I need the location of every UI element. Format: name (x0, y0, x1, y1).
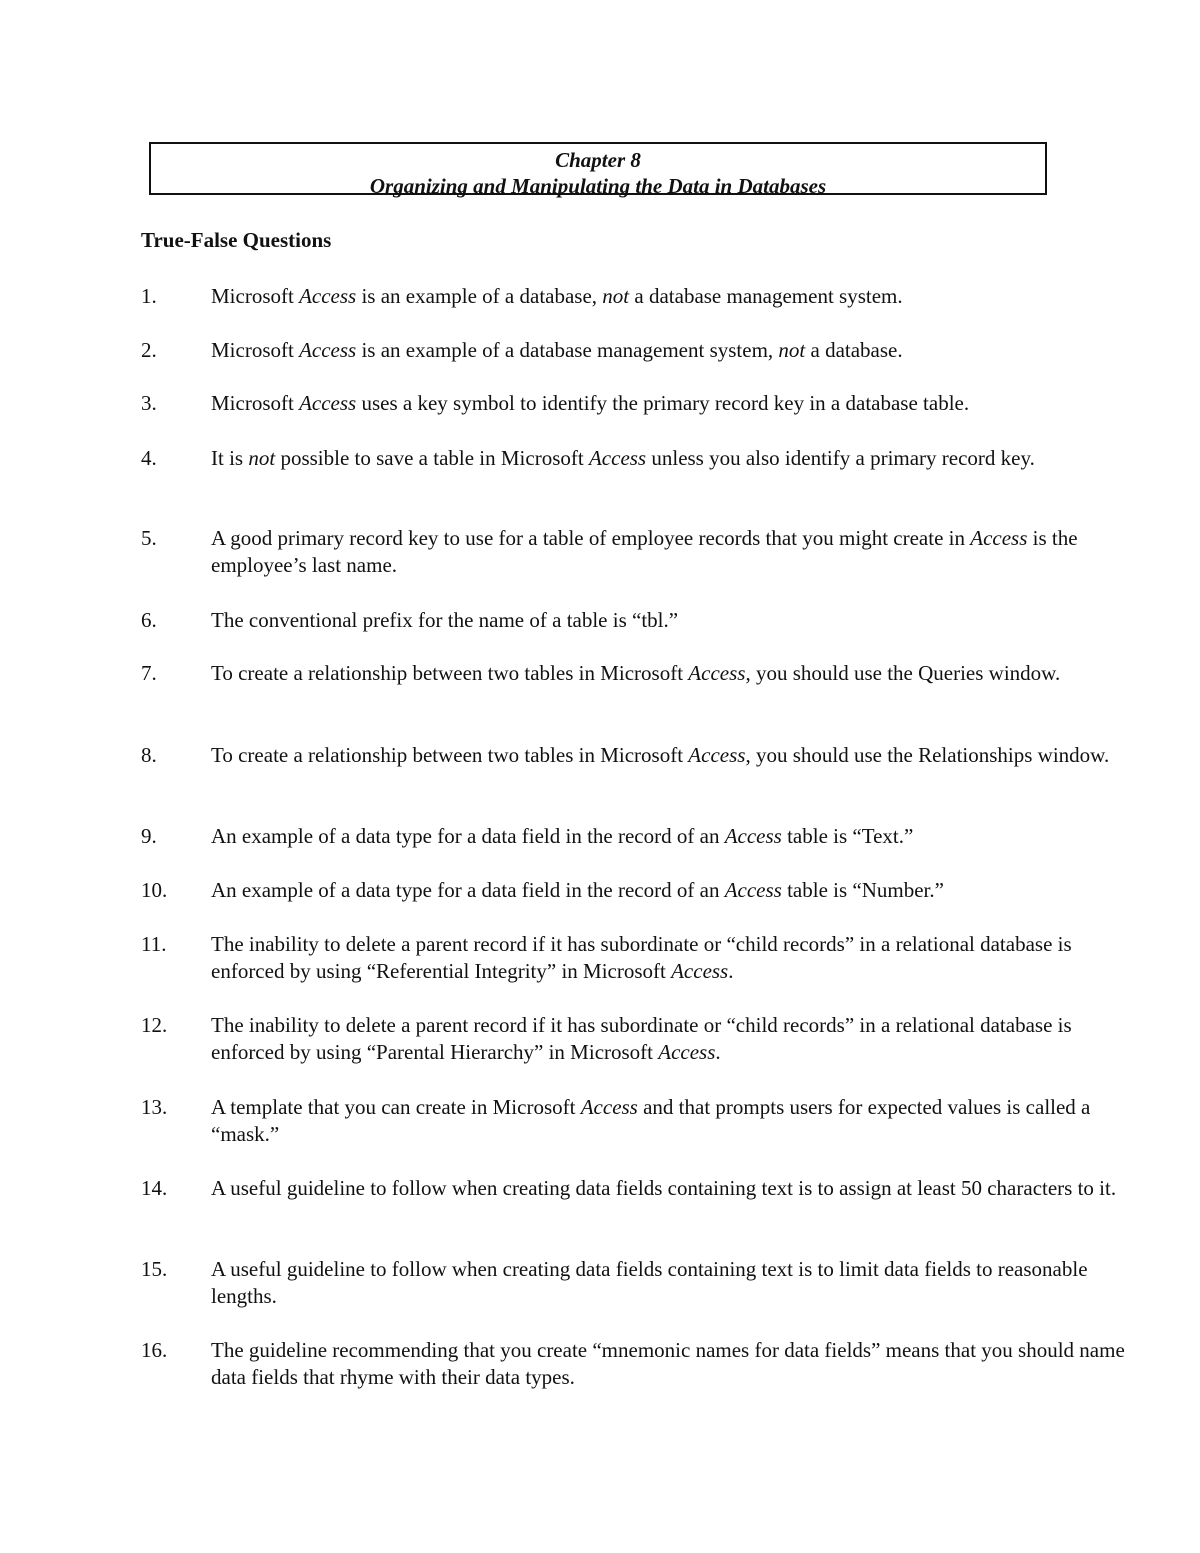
question-number: 8. (141, 743, 157, 767)
text-run: Microsoft (211, 284, 300, 308)
question-number: 12. (141, 1013, 168, 1037)
text-run: To create a relationship between two tables in Microsoft (211, 661, 689, 685)
question-number: 11. (141, 932, 167, 956)
chapter-title-box (149, 142, 1047, 198)
text-run: , you should use the Queries window. (745, 661, 1061, 685)
text-run: table is “Text.” (781, 824, 914, 848)
italic-term: not (248, 446, 276, 470)
question-text (211, 1175, 1141, 1202)
italic-term: Access (688, 661, 746, 685)
text-run: and that prompts users for expected values is called a “mask.” (211, 1095, 1091, 1146)
italic-term: Access (970, 526, 1028, 550)
question-number: 5. (141, 526, 157, 550)
text-run: is an example of a database, (356, 284, 603, 308)
question-number: 4. (141, 446, 157, 470)
question-text (211, 525, 1141, 579)
italic-term: Access (580, 1095, 638, 1119)
text-run: Microsoft (211, 391, 300, 415)
text-run: . (728, 959, 734, 983)
text-run: is an example of a database management system, (356, 338, 779, 362)
text-run: A useful guideline to follow when creating data fields containing text is to assign at least 50 characters to it. (211, 1176, 1117, 1200)
text-run: The guideline recommending that you create “mnemonic names for data fields” means that you should name data fields that rhyme with their data types. (211, 1338, 1125, 1389)
chapter-number: Chapter 8 (555, 148, 641, 172)
question-number: 6. (141, 608, 157, 632)
question-text (211, 823, 1141, 850)
text-run: A good primary record key to use for a table of employee records that you might create in (211, 526, 971, 550)
question-text (211, 660, 1141, 687)
text-run: A useful guideline to follow when creating data fields containing text is to limit data fields to reasonable lengths. (211, 1257, 1088, 1308)
text-run: The inability to delete a parent record if it has subordinate or “child records” in a relational database is enforced by using “Referential Integrity” in Microsoft (211, 932, 1072, 983)
text-run: The inability to delete a parent record if it has subordinate or “child records” in a relational database is enforced by using “Parental Hierarchy” in Microsoft (211, 1013, 1072, 1064)
italic-term: Access (688, 743, 746, 767)
question-number: 1. (141, 284, 157, 308)
text-run: To create a relationship between two tables in Microsoft (211, 743, 689, 767)
question-text (211, 1256, 1141, 1310)
text-run: A template that you can create in Microsoft (211, 1095, 581, 1119)
chapter-title: Organizing and Manipulating the Data in Databases (369, 174, 827, 198)
text-run: is the employee’s last name. (211, 526, 1078, 577)
question-number: 7. (141, 661, 157, 685)
text-run: a database management system. (629, 284, 903, 308)
italic-term: Access (588, 446, 647, 470)
question-number: 16. (141, 1338, 168, 1362)
text-run: , you should use the Relationships window. (745, 743, 1110, 767)
italic-term: not (778, 338, 806, 362)
question-number: 3. (141, 391, 157, 415)
question-number: 10. (141, 878, 168, 902)
question-text (211, 1012, 1141, 1066)
question-text (211, 283, 1141, 310)
italic-term: Access (299, 338, 357, 362)
text-run: a database. (805, 338, 903, 362)
italic-term: Access (299, 284, 357, 308)
text-run: An example of a data type for a data field in the record of an (211, 878, 725, 902)
text-run: uses a key symbol to identify the primary record key in a database table. (356, 391, 970, 415)
question-number: 15. (141, 1257, 168, 1281)
question-text (211, 1094, 1141, 1148)
text-run: . (715, 1040, 721, 1064)
question-text (211, 1337, 1141, 1391)
text-run: It is (211, 446, 249, 470)
text-run: Microsoft (211, 338, 300, 362)
italic-term: Access (724, 824, 782, 848)
question-text (211, 445, 1141, 472)
question-text (211, 877, 1141, 904)
text-run: table is “Number.” (781, 878, 944, 902)
italic-term: Access (658, 1040, 716, 1064)
question-text (211, 607, 1141, 634)
section-heading: True-False Questions (141, 228, 332, 252)
text-run: An example of a data type for a data field in the record of an (211, 824, 725, 848)
question-text (211, 742, 1141, 769)
question-number: 2. (141, 338, 157, 362)
question-text (211, 931, 1141, 985)
question-text (211, 390, 1141, 417)
question-number: 9. (141, 824, 157, 848)
italic-term: not (602, 284, 630, 308)
text-run: The conventional prefix for the name of a table is “tbl.” (211, 608, 679, 632)
italic-term: Access (299, 391, 357, 415)
italic-term: Access (724, 878, 782, 902)
question-number: 14. (141, 1176, 168, 1200)
italic-term: Access (671, 959, 729, 983)
text-run: possible to save a table in Microsoft (275, 446, 589, 470)
text-run: unless you also identify a primary record key. (646, 446, 1035, 470)
question-text (211, 337, 1141, 364)
question-number: 13. (141, 1095, 168, 1119)
